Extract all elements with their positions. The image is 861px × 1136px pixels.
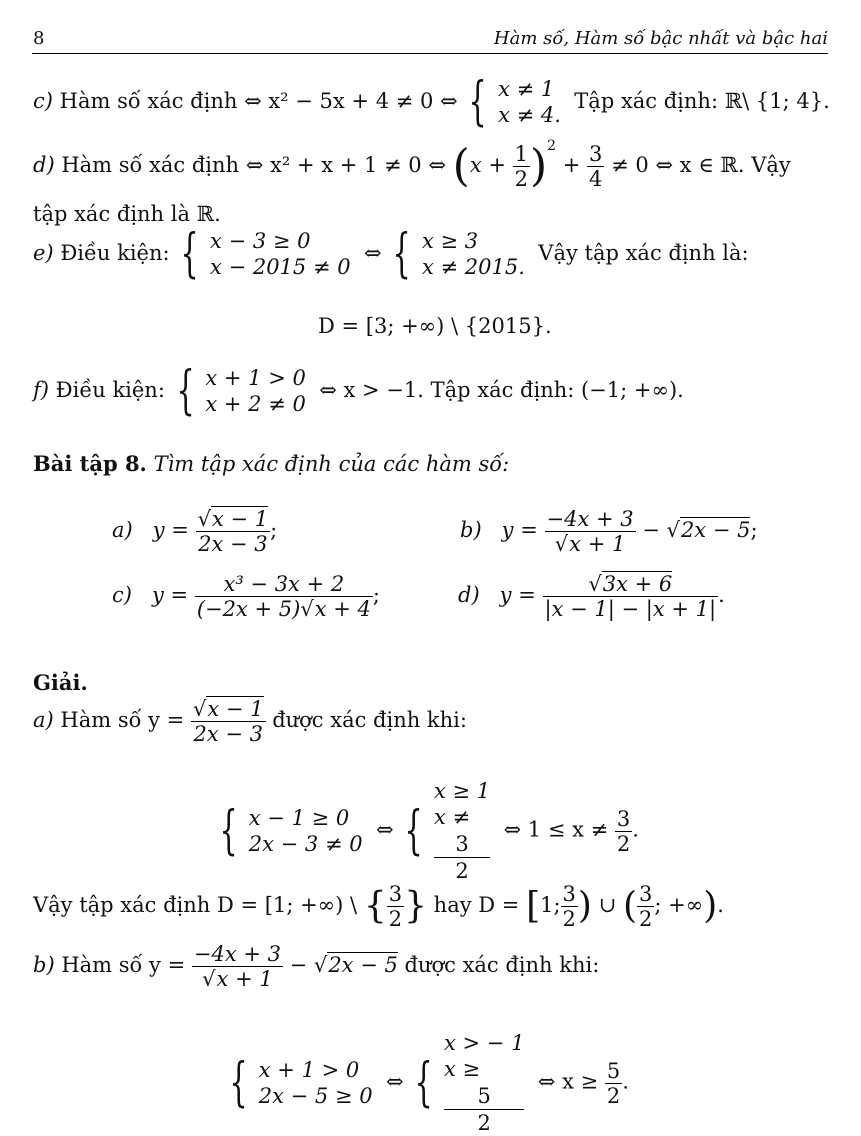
f-case1: x + 1 > 0 (205, 366, 306, 390)
f-case2: x + 2 ≠ 0 (205, 392, 306, 417)
e-system2 (422, 228, 525, 281)
sol-b-den: x + 1 (216, 967, 273, 991)
sol-b-text1: Hàm số y = (61, 953, 186, 977)
ex-b-label: b) (460, 518, 482, 542)
sol-b-text2: được xác định khi: (404, 953, 600, 977)
ex-c-label: c) (112, 583, 132, 607)
e-case4: x ≠ 2015. (422, 255, 525, 280)
e-case3: x ≥ 3 (422, 229, 479, 253)
sol-b-case4: x ≥ (444, 1057, 481, 1082)
ex-a-den: 2x − 3 (198, 532, 268, 556)
e-result: D = [3; +∞) \ {2015}. (318, 314, 552, 338)
header-rule (32, 53, 828, 54)
label-d: d) (33, 153, 55, 177)
exercise-b: b) y = $\frac{-4x + 3}{√x + 1}$ − √2x − 5; (460, 507, 758, 556)
ex-c-num: x³ − 3x + 2 (195, 572, 373, 597)
solution-c: c) Hàm số xác định ⇔ x² − 5x + 4 ≠ 0 ⇔ { x ≠ 1 x ≠ 4. Tập xác định: ℝ\ {1; 4}. (33, 71, 830, 132)
sol-b-system: { x + 1 > 0 2x − 5 ≥ 0 ⇔ { x > − 1 x ≥ 5 2 ⇔ x ≥ $\frac{5}{2}$ . (229, 1031, 629, 1135)
c-case2: x ≠ 4. (498, 103, 561, 128)
f-text1: Điều kiện: (55, 377, 165, 402)
sol-b-case1: x + 1 > 0 (258, 1057, 360, 1082)
sol-a-text2: được xác định khi: (272, 708, 467, 732)
c-text2: Tập xác định: ℝ\ {1; 4}. (574, 88, 830, 113)
f-system (205, 365, 305, 418)
sol-b-result: ⇔ x ≥ (537, 1069, 599, 1094)
ex-b-tail: 2x − 5 (680, 518, 751, 542)
solution-title: Giải. (33, 670, 88, 695)
d-frac2-num: 3 (589, 142, 603, 166)
running-title: Hàm số, Hàm số bậc nhất và bậc hai (493, 28, 828, 49)
page-number: 8 (33, 28, 45, 49)
sol-a-case4: x ≠ (434, 805, 471, 830)
exercise-c: c) y = $\frac{\text{x³ − 3x + 2}}{(-2x + 5)√x + 4}$ ; (112, 572, 380, 621)
sol-a-concl1: Vậy tập xác định D = [1; +∞) \ (33, 893, 358, 917)
label-c: c) (33, 88, 53, 113)
c-case1: x ≠ 1 (498, 77, 555, 101)
ex-d-den: |x − 1| − |x + 1| (544, 597, 717, 621)
ex-d-num: 3x + 6 (602, 572, 673, 596)
f-text2: ⇔ x > −1. Tập xác định: (−1; +∞). (319, 377, 684, 402)
sol-a-conclusion: Vậy tập xác định D = [1; +∞) \ { $\frac{3}{2}$ } hay D = [1; $\frac{3}{2}$ ) ∪ ( $\frac{3}{2}$ ; +∞). (33, 882, 724, 931)
e-case1: x − 3 ≥ 0 (210, 229, 311, 253)
sol-a-case1: x − 1 ≥ 0 (248, 805, 350, 830)
sol-a-den: 2x − 3 (193, 722, 263, 746)
c-text1: Hàm số xác định ⇔ x² − 5x + 4 ≠ 0 ⇔ (59, 88, 458, 113)
exercise-heading (33, 451, 509, 476)
d-frac-num: 1 (514, 142, 528, 166)
ex-c-den-b: x + 4 (314, 597, 371, 621)
solution-e: e) Điều kiện: { x − 3 ≥ 0 x − 2015 ≠ 0 ⇔ { x ≥ 3 x ≠ 2015. Vậy tập xác định là: (33, 223, 749, 284)
ex-a-label: a) (112, 518, 133, 542)
sol-b-num: −4x + 3 (193, 942, 281, 966)
sol-a-result: ⇔ 1 ≤ x ≠ (503, 817, 609, 842)
exercise-title: Bài tập 8. (33, 451, 147, 476)
c-system (498, 76, 561, 129)
e-case2: x − 2015 ≠ 0 (210, 255, 351, 280)
e-text2: Vậy tập xác định là: (538, 240, 749, 265)
ex-b-num: −4x + 3 (546, 507, 634, 531)
sol-b-case3: x > − 1 (444, 1031, 525, 1055)
exercise-d: d) y = $\frac{√3x + 6}{|x - 1| - |x + 1|}$ . (458, 572, 725, 621)
sol-a-concl2: hay D = (433, 893, 520, 917)
sol-a-intro: a) Hàm số y = $\frac{√x - 1}{2x - 3}$ được xác định khi: (33, 697, 467, 746)
label-e: e) (33, 240, 54, 265)
solution-d: d) Hàm số xác định ⇔ x² + x + 1 ≠ 0 ⇔ (x + $\frac{1}{2}$ )$^2$ + $\frac{3}{4}$ ≠ 0 ⇔ x ∈ ℝ. Vậy (33, 138, 791, 192)
sol-a-text1: Hàm số y = (60, 708, 185, 732)
sol-b-label: b) (33, 953, 55, 977)
d-frac2-den: 4 (589, 167, 603, 191)
sol-a-case2: 2x − 3 ≠ 0 (248, 832, 363, 856)
d-frac-den: 2 (514, 167, 528, 191)
ex-d-label: d) (458, 583, 480, 607)
sol-b-case2: 2x − 5 ≥ 0 (258, 1084, 373, 1108)
ex-b-den: x + 1 (569, 532, 626, 556)
solution-f: f) Điều kiện: { x + 1 > 0 x + 2 ≠ 0 ⇔ x > −1. Tập xác định: (−1; +∞). (33, 360, 684, 421)
sol-a-case3: x ≥ 1 (434, 779, 491, 803)
ex-c-den-a: (−2x + 5) (196, 597, 301, 621)
sol-a-num: x − 1 (207, 697, 264, 721)
d-text1: Hàm số xác định ⇔ x² + x + 1 ≠ 0 ⇔ (61, 153, 446, 177)
d-line2: tập xác định là ℝ. (33, 202, 221, 226)
exercise-prompt: Tìm tập xác định của các hàm số: (153, 452, 510, 476)
e-text1: Điều kiện: (60, 240, 170, 265)
ex-a-num: x − 1 (211, 507, 269, 531)
e-system1 (210, 228, 351, 281)
d-text2: ≠ 0 ⇔ x ∈ ℝ. Vậy (611, 153, 791, 177)
exercise-a: a) y = $\frac{√x - 1}{2x - 3}$ ; (112, 507, 278, 556)
sol-b-intro: b) Hàm số y = $\frac{-4x + 3}{√x + 1}$ − √2x − 5 được xác định khi: (33, 942, 600, 991)
sol-b-tail: 2x − 5 (328, 953, 398, 977)
sol-a-system: { x − 1 ≥ 0 2x − 3 ≠ 0 ⇔ { x ≥ 1 x ≠ 3 2 ⇔ 1 ≤ x ≠ $\frac{3}{2}$ . (219, 779, 639, 883)
label-f: f) (33, 377, 49, 402)
sol-a-label: a) (33, 708, 54, 732)
